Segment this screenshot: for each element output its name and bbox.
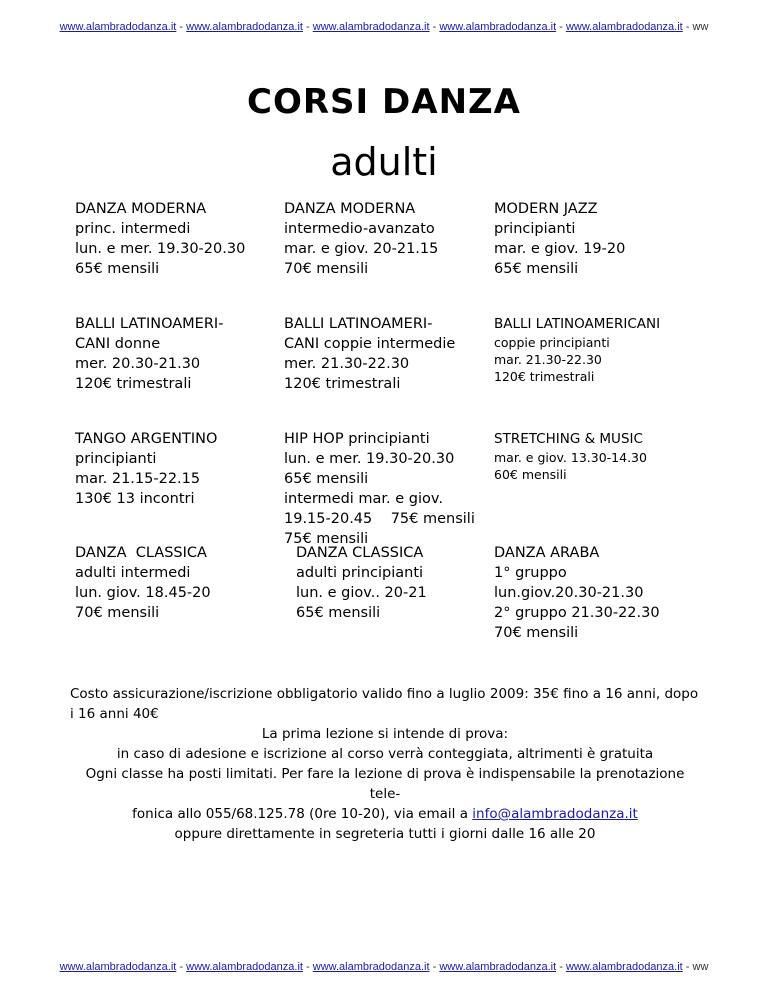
course-level: principianti xyxy=(494,221,576,237)
course-danza-araba xyxy=(494,543,660,643)
course-schedule: mar. 21.30-22.30 xyxy=(494,352,602,367)
link-separator: - xyxy=(432,21,437,33)
course-price: 65€ mensili xyxy=(284,471,369,487)
course-price: 70€ mensili xyxy=(75,605,160,621)
course-level: 1° gruppo xyxy=(494,565,567,581)
email-link[interactable]: info@alambradodanza.it xyxy=(472,806,638,822)
course-danza-classica-intermedi xyxy=(75,543,211,623)
course-schedule: lun. e mer. 19.30-20.30 xyxy=(284,451,455,467)
course-danza-classica-principianti xyxy=(296,543,427,623)
header-link-tail: ww xyxy=(692,21,709,33)
course-schedule: mer. 21.30-22.30 xyxy=(284,356,410,372)
course-price: 60€ mensili xyxy=(494,467,567,482)
course-schedule: mar. e giov. 20-21.15 xyxy=(284,241,439,257)
course-danza-moderna-princ xyxy=(75,199,245,279)
insurance-note: Costo assicurazione/iscrizione obbligatorio valido fino a luglio 2009: 35€ fino a 16 anni, dopo i 16 anni 40€ xyxy=(70,686,699,722)
course-name: MODERN JAZZ xyxy=(494,201,598,217)
course-price: 70€ mensili xyxy=(284,261,369,277)
course-latino-donne xyxy=(75,314,223,394)
course-schedule: 19.15-20.45 75€ mensili xyxy=(284,511,475,527)
course-danza-moderna-intermedio xyxy=(284,199,438,279)
link-separator: - xyxy=(179,961,184,973)
booking-contact-text: fonica allo 055/68.125.78 (0re 10-20), via email a xyxy=(132,806,473,822)
course-price: 70€ mensili xyxy=(494,625,579,641)
footer-link[interactable]: www.alambradodanza.it xyxy=(439,961,557,973)
course-price: 65€ mensili xyxy=(75,261,160,277)
course-schedule: lun.giov.20.30-21.30 xyxy=(494,585,644,601)
course-price-clipped: 75€ mensili xyxy=(284,531,369,547)
course-price: 120€ trimestrali xyxy=(75,376,192,392)
link-separator: - xyxy=(559,961,563,973)
course-level: principianti xyxy=(75,451,157,467)
link-separator: - xyxy=(179,21,184,33)
course-name: DANZA MODERNA xyxy=(75,201,207,217)
link-separator: - xyxy=(432,961,437,973)
booking-contact xyxy=(70,804,700,824)
course-name: TANGO ARGENTINO xyxy=(75,431,218,447)
header-links xyxy=(0,21,768,33)
header-link[interactable]: www.alambradodanza.it xyxy=(312,21,430,33)
footer-link[interactable]: www.alambradodanza.it xyxy=(312,961,430,973)
course-name: BALLI LATINOAMERICANI xyxy=(494,316,661,332)
course-price: 120€ trimestrali xyxy=(284,376,401,392)
course-name: DANZA ARABA xyxy=(494,545,600,561)
course-name: STRETCHING & MUSIC xyxy=(494,431,643,447)
course-schedule: mer. 20.30-21.30 xyxy=(75,356,201,372)
footer-link[interactable]: www.alambradodanza.it xyxy=(59,961,177,973)
course-stretching xyxy=(494,429,647,483)
header-link[interactable]: www.alambradodanza.it xyxy=(186,21,303,33)
link-separator: - xyxy=(306,21,310,33)
course-name: BALLI LATINOAMERI- xyxy=(75,316,224,332)
course-tango-argentino xyxy=(75,429,217,509)
course-hip-hop xyxy=(284,429,475,547)
course-schedule: lun. giov. 18.45-20 xyxy=(75,585,211,601)
course-schedule: lun. e giov.. 20-21 xyxy=(296,585,427,601)
header-link[interactable]: www.alambradodanza.it xyxy=(439,21,557,33)
course-latino-coppie-intermedie xyxy=(284,314,455,394)
course-schedule: mar. e giov. 13.30-14.30 xyxy=(494,450,647,465)
footer-link[interactable]: www.alambradodanza.it xyxy=(186,961,303,973)
course-latino-coppie-principianti xyxy=(494,314,660,385)
course-level: CANI coppie intermedie xyxy=(284,336,456,352)
course-level: CANI donne xyxy=(75,336,161,352)
course-schedule: 2° gruppo 21.30-22.30 xyxy=(494,605,660,621)
course-name: DANZA CLASSICA xyxy=(75,545,207,561)
course-name: BALLI LATINOAMERI- xyxy=(284,316,433,332)
footer-link[interactable]: www.alambradodanza.it xyxy=(565,961,683,973)
course-price: 120€ trimestrali xyxy=(494,369,595,384)
course-name: DANZA MODERNA xyxy=(284,201,416,217)
footer-links xyxy=(0,961,768,973)
course-level: princ. intermedi xyxy=(75,221,191,237)
course-price: 65€ mensili xyxy=(494,261,579,277)
course-level: adulti intermedi xyxy=(75,565,191,581)
page-subtitle: adulti xyxy=(330,140,438,184)
footer-link-tail: ww xyxy=(692,961,709,973)
page-title: CORSI DANZA xyxy=(247,82,521,122)
office-note: oppure direttamente in segreteria tutti i giorni dalle 16 alle 20 xyxy=(174,826,596,842)
course-name: HIP HOP principianti xyxy=(284,431,430,447)
link-separator: - xyxy=(685,961,690,973)
course-schedule: lun. e mer. 19.30-20.30 xyxy=(75,241,246,257)
course-schedule: mar. 21.15-22.15 xyxy=(75,471,201,487)
header-link[interactable]: www.alambradodanza.it xyxy=(59,21,177,33)
info-section xyxy=(70,684,700,844)
course-schedule: mar. e giov. 19-20 xyxy=(494,241,626,257)
trial-note: La prima lezione si intende di prova: xyxy=(261,726,509,742)
link-separator: - xyxy=(685,21,690,33)
course-price: 65€ mensili xyxy=(296,605,381,621)
limited-places-note: Ogni classe ha posti limitati. Per fare la lezione di prova è indispensabile la prenotazione tele- xyxy=(85,766,685,802)
course-name: DANZA CLASSICA xyxy=(296,545,424,561)
course-level: adulti principianti xyxy=(296,565,424,581)
link-separator: - xyxy=(306,961,310,973)
trial-note-detail: in caso di adesione e iscrizione al corso verrà conteggiata, altrimenti è gratuita xyxy=(116,746,654,762)
link-separator: - xyxy=(559,21,563,33)
course-level: coppie principianti xyxy=(494,335,610,350)
course-price: 130€ 13 incontri xyxy=(75,491,195,507)
course-modern-jazz xyxy=(494,199,625,279)
course-level: intermedio-avanzato xyxy=(284,221,435,237)
course-level: intermedi mar. e giov. xyxy=(284,491,443,507)
header-link[interactable]: www.alambradodanza.it xyxy=(565,21,683,33)
